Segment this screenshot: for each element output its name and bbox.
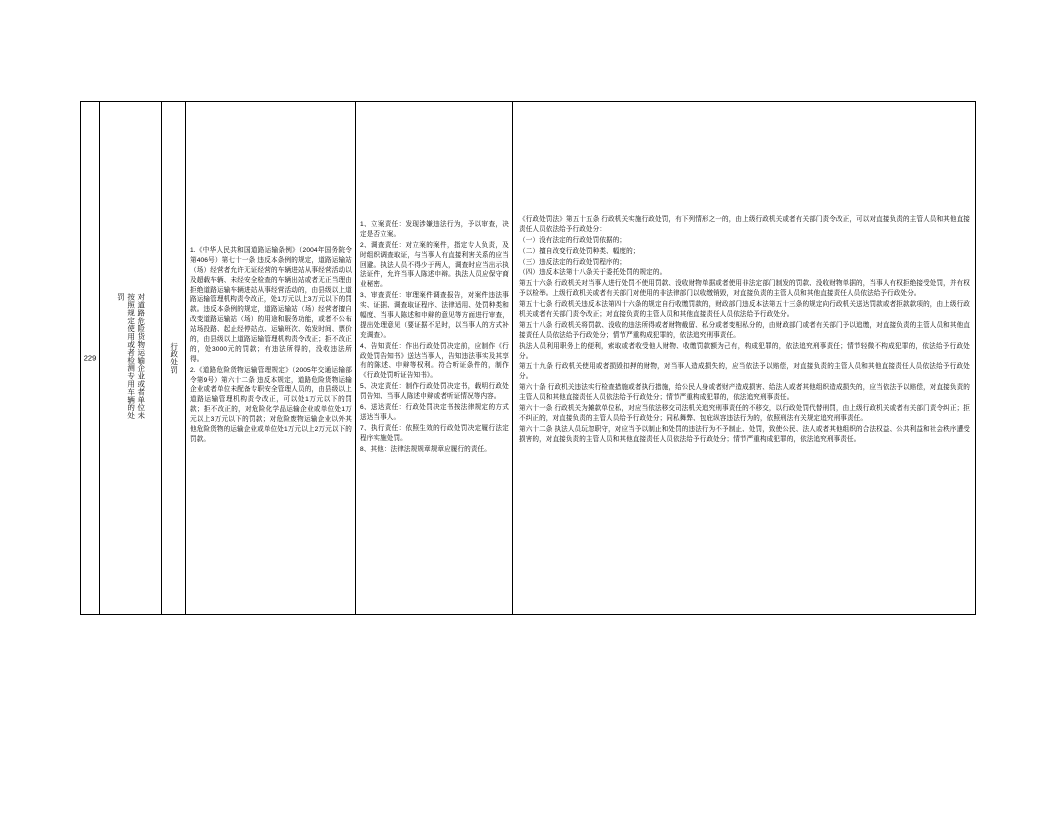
duty-item: 7、执行责任：依照生效的行政处罚决定履行法定程序实施处罚。 <box>360 424 509 442</box>
duty-item: 3、审查责任：审理案件调查报告，对案件违法事实、证据、调查取证程序、法律适用、处罚种类和幅度、当事人陈述和申辩的意见等方面进行审查，提出处理意见（要证据不足时，以当事人的方式补充调查）。 <box>360 292 509 339</box>
legal-basis-paragraph: 1.《中华人民共和国道路运输条例》（2004年国务院令第406号）第七十一条 违反本条例的规定，道路运输站（场）经营者允许无证经营的车辆进站从事经营活动以及超载车辆、未经安全检查的车辆出站或者无正当理由拒绝道路运输车辆进站从事经营活动的，由县级以上道路运输管理机构责令改正，处1万元以上3万元以下的罚款。违反本条例的规定，道路运输站（场）经营者擅自改变道路运输站（场）的用途和服务功能，或者不公布站场投路、起止经停站点、运输班次、始发时间、票价的，由县级以上道路运输管理机构责令改正；拒不改正的，处3000元的罚款；有违法所得的，没收违法所得。 <box>190 247 352 363</box>
responsibility-paragraph: 第六十一条 行政机关为摊款单位私，对应当依法移交司法机关追究刑事责任的不移交，以行政处罚代替刑罚，由上级行政机关或者有关部门责令纠正；拒不纠正的，对直接负责的主管人员给予行政处分；同私舞弊、包庇纵容违法行为的，依照刑法有关规定追究刑事责任。 <box>519 405 970 422</box>
table-cell-row-number <box>81 102 100 614</box>
power-type-wrapper <box>168 342 178 374</box>
responsibility-paragraph: 执法人员利用职务上的便利，索取或者收受他人财物、收缴罚款额为己有，构成犯罪的，依法追究刑事责任；情节轻微不构成犯罪的，依法给予行政处分。 <box>519 342 970 360</box>
table-cell-item-name <box>100 102 162 614</box>
duty-items-block <box>360 220 509 455</box>
responsibility-paragraph: 第五十七条 行政机关违反本法第四十六条的规定自行收缴罚款的，财政部门违反本法第五十三条的规定向行政机关送达罚款或者拒款款项的，由上级行政机关或者有关部门责令改正；对直接负责的主管人员和其他直接责任人员依法给予行政处分。 <box>519 301 970 319</box>
duty-item: 6、送达责任：行政处罚决定书按法律规定的方式送达当事人。 <box>360 404 509 421</box>
duty-item: 2、调查责任：对立案的案件，指定专人负责，及时组织调查取证，与当事人有直接利害关系的应当回避。执法人员不得少于两人，调查时应当出示执法证件，允许当事人陈述申辩。执法人员应保守商业秘密。 <box>360 241 509 289</box>
table-cell-power-type <box>162 102 186 614</box>
duty-item: 8、其他：法律法规规章规章应履行的责任。 <box>360 445 491 453</box>
responsibility-paragraph: 第六十二条 执法人员玩忽职守，对应当予以制止和处罚的违法行为不予制止、处罚，致使公民、法人或者其他组织的合法权益、公共利益和社会秩序遭受损害的，对直接负责的主管人员和其他直接责任人员依法给予行政处分；情节严重构成犯罪的，依法追究刑事责任。 <box>519 425 970 443</box>
responsibility-paragraph: （一）没有法定的行政处罚依据的； <box>519 236 627 244</box>
responsibility-paragraph: （三）违反法定的行政处罚程序的； <box>519 258 627 266</box>
legal-basis-block <box>190 246 352 446</box>
responsibility-paragraph: 《行政处罚法》第五十五条 行政机关实施行政处罚，有下列情形之一的，由上级行政机关或者有关部门责令改正，可以对直接负责的主管人员和其他直接责任人员依法给予行政处分： <box>519 216 970 233</box>
power-list-table <box>80 101 976 615</box>
table-cell-legal-basis <box>186 102 356 614</box>
responsibility-paragraph: （二）擅自改变行政处罚种类、幅度的； <box>519 247 640 255</box>
item-name-text: 对道路危险货物运输企业或者单位未按照规定使用或者检测专用车辆的处罚 <box>116 293 146 420</box>
responsibility-paragraph: 第六十条 行政机关违法实行检查措施或者执行措施，给公民人身或者财产造成损害、给法人或者其他组织造成损失的，应当依法予以赔偿，对直接负责的主管人员和其他直接责任人员依法给予行政处分；情节严重构成犯罪的，依法追究刑事责任。 <box>519 384 970 402</box>
duty-item: 1、立案责任：发现涉嫌违法行为，予以审查，决定是否立案。 <box>360 221 509 238</box>
responsibility-paragraph: （四）违反本法第十八条关于委托处罚的规定的。 <box>519 269 667 277</box>
duty-item: 4、告知责任：作出行政处罚决定前，应制作《行政处罚告知书》送达当事人，告知违法事实及其享有的陈述、申辩等权利。符合听证条件的，制作《行政处罚听证告知书》。 <box>360 342 509 380</box>
power-type-text: 行政处罚 <box>169 342 179 374</box>
responsibility-block <box>519 215 970 446</box>
row-number-text: 229 <box>83 353 97 363</box>
item-name-wrapper <box>115 293 145 423</box>
responsibility-paragraph: 第五十六条 行政机关对当事人进行处罚不使用罚款、没收财物单据或者使用非法定部门制发的罚款、没收财物单据的，当事人有权拒绝接受处罚，并有权予以检举。上级行政机关或者有关部门对使用的非法律部门以收缴销毁，对直接负责的主管人员和其他直接责任人员依法给予行政处分。 <box>519 280 970 298</box>
duty-item: 5、决定责任：制作行政处罚决定书，载明行政处罚告知、当事人陈述申辩或者听证情况等内容。 <box>360 383 509 401</box>
table-cell-responsibility <box>513 102 975 614</box>
responsibility-paragraph: 第五十八条 行政机关将罚款、没收的违法所得或者财物截留、私分或者变相私分的，由财政部门或者有关部门予以追缴，对直接负责的主管人员和其他直接责任人员依法给予行政处分；情节严重构成犯罪的，依法追究刑事责任。 <box>519 321 970 339</box>
legal-basis-paragraph: 2.《道路危险货物运输管理规定》（2005年交通运输部令第9号）第六十二条 违反本规定，道路危险货物运输企业或者单位未配备专职安全管理人员的，由县级以上道路运输管理机构责令改正，可以处1万元以下的罚款；拒不改正的，对危险化学品运输企业或单位处1万元以上3万元以下的罚款；对危险废物运输企业以外其他危险货物的运输企业或单位处1万元以上2万元以下的罚款。 <box>190 366 352 443</box>
responsibility-paragraph: 第五十九条 行政机关使用或者损毁扣押的财物，对当事人造成损失的，应当依法予以赔偿，对直接负责的主管人员和其他直接责任人员依法给予行政处分。 <box>519 363 970 381</box>
table-cell-duty-items <box>356 102 513 614</box>
